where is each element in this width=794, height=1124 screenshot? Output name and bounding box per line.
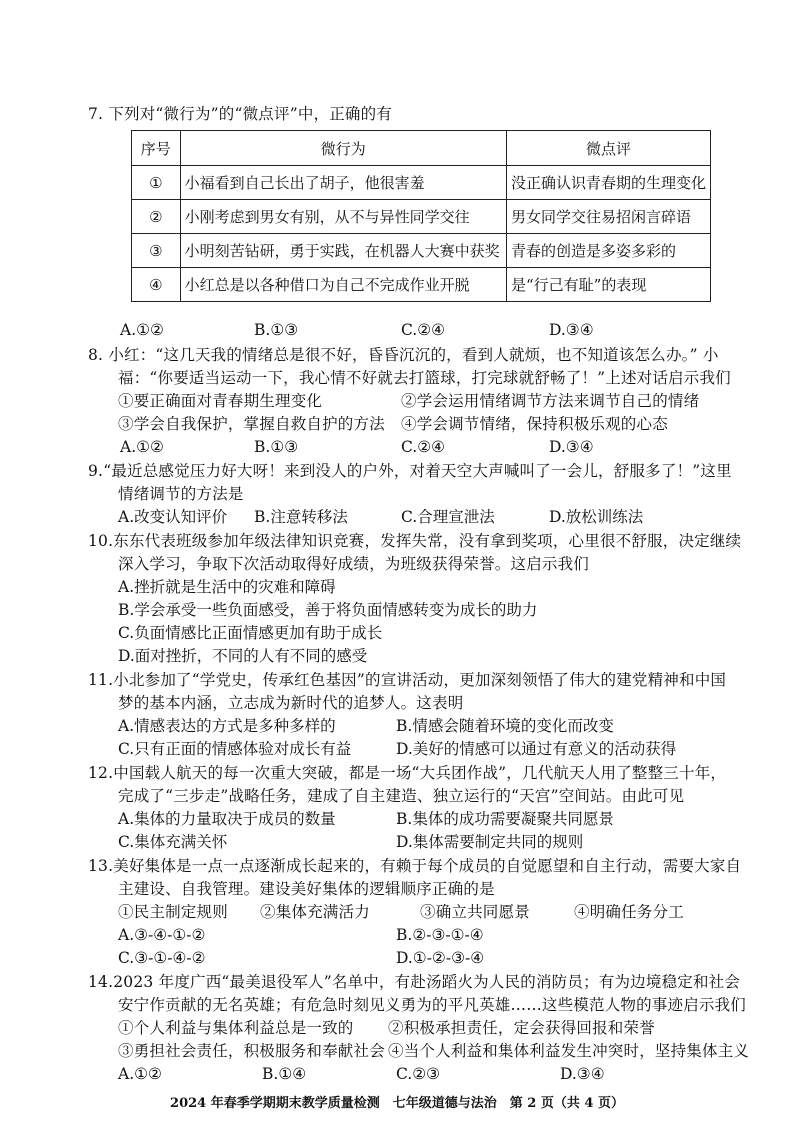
q7-header-no: 序号 [132, 131, 181, 166]
q10-option-c: C.负面情感比正面情感更加有助于成长 [118, 624, 383, 642]
q7-option-d: D.③④ [549, 321, 594, 339]
q12-option-c: C.集体充满关怀 [118, 833, 228, 851]
q14-statement-1: ①个人利益与集体利益总是一致的 [118, 1019, 354, 1037]
q13-option-b: B.②-③-①-④ [396, 926, 484, 944]
q13-line-1: 13.美好集体是一点一点逐渐成长起来的，有赖于每个成员的自觉愿望和自主行动，需要大家自 [88, 857, 742, 875]
q7-cell-comment: 没正确认识青春期的生理变化 [506, 166, 710, 200]
q7-table [131, 130, 711, 302]
q13-statement-1: ①民主制定规则 [118, 903, 228, 921]
q7-cell-comment: 男女同学交往易招闲言碎语 [506, 200, 710, 234]
q13-line-2: 主建设、自我管理。建设美好集体的逻辑顺序正确的是 [118, 880, 495, 898]
q8-option-c: C.②④ [401, 438, 446, 456]
q9-line-2: 情绪调节的方法是 [118, 485, 244, 503]
q14-line-1: 14.2023 年度广西“最美退役军人”名单中，有赴汤蹈火为人民的消防员；有为边境稳定和社会 [88, 973, 741, 991]
q7-header-behavior: 微行为 [180, 131, 506, 166]
q14-option-d: D.③④ [560, 1065, 605, 1083]
q8-statement-1: ①要正确面对青春期生理变化 [118, 392, 323, 410]
q10-option-a: A.挫折就是生活中的灾难和障碍 [118, 578, 336, 596]
q10-option-b: B.学会承受一些负面感受，善于将负面情感转变为成长的助力 [118, 601, 538, 619]
q13-statement-3: ③确立共同愿景 [420, 903, 530, 921]
q7-cell-behavior: 小明刻苦钻研，勇于实践，在机器人大赛中获奖 [180, 234, 506, 268]
q14-statement-2: ②积极承担责任，定会获得回报和荣誉 [388, 1019, 655, 1037]
q7-header-comment: 微点评 [506, 131, 710, 166]
q7-cell-no: ④ [132, 268, 181, 302]
q9-line-1: 9.“最近总感觉压力好大呀！来到没人的户外，对着天空大声喊叫了一会儿，舒服多了！”这里 [88, 462, 732, 480]
table-row [132, 200, 711, 234]
q11-option-d: D.美好的情感可以通过有意义的活动获得 [396, 740, 677, 758]
q8-line-1: 8. 小红：“这几天我的情绪总是很不好，昏昏沉沉的，看到人就烦，也不知道该怎么办。” 小 [88, 346, 719, 364]
q7-cell-no: ② [132, 200, 181, 234]
q8-statement-3: ③学会自我保护，掌握自救自护的方法 [118, 415, 385, 433]
q8-option-a: A.①② [120, 438, 164, 456]
q7-header-row [132, 131, 711, 166]
q12-option-a: A.集体的力量取决于成员的数量 [118, 810, 336, 828]
q7-cell-comment: 是“行己有耻”的表现 [506, 268, 710, 302]
q13-statement-2: ②集体充满活力 [260, 903, 370, 921]
q9-option-b: B.注意转移法 [254, 508, 348, 526]
q8-statement-2: ②学会运用情绪调节方法来调节自己的情绪 [401, 392, 700, 410]
q10-line-2: 深入学习，争取下次活动取得好成绩，为班级获得荣誉。这启示我们 [118, 555, 590, 573]
q10-option-d: D.面对挫折，不同的人有不同的感受 [118, 647, 368, 665]
q14-option-a: A.①② [118, 1065, 162, 1083]
q7-cell-behavior: 小红总是以各种借口为自己不完成作业开脱 [180, 268, 506, 302]
q8-option-b: B.①③ [254, 438, 299, 456]
q9-option-c: C.合理宣泄法 [401, 508, 495, 526]
q7-option-a: A.①② [120, 321, 164, 339]
table-row [132, 268, 711, 302]
q14-option-b: B.①④ [262, 1065, 307, 1083]
page-footer: 2024 年春季学期期末教学质量检测 七年级道德与法治 第 2 页（共 4 页） [170, 1096, 624, 1111]
table-row [132, 234, 711, 268]
q14-line-2: 安宁作贡献的无名英雄；有危急时刻见义勇为的平凡英雄……这些模范人物的事迹启示我们 [118, 996, 747, 1014]
q9-option-d: D.放松训练法 [549, 508, 644, 526]
table-row [132, 166, 711, 200]
q8-option-d: D.③④ [549, 438, 594, 456]
q7-cell-no: ③ [132, 234, 181, 268]
q7-cell-comment: 青春的创造是多姿多彩的 [506, 234, 710, 268]
q7-option-b: B.①③ [254, 321, 299, 339]
q13-option-a: A.③-④-①-② [118, 926, 206, 944]
q12-option-d: D.集体需要制定共同的规则 [396, 833, 584, 851]
q11-line-1: 11.小北参加了“学党史，传承红色基因”的宣讲活动，更加深刻领悟了伟大的建党精神和中国 [88, 671, 727, 689]
q12-option-b: B.集体的成功需要凝聚共同愿景 [396, 810, 614, 828]
q13-option-c: C.③-①-④-② [118, 949, 206, 967]
q13-option-d: D.①-②-③-④ [396, 949, 485, 967]
q8-line-2: 福：“你要适当运动一下，我心情不好就去打篮球，打完球就舒畅了！”上述对话启示我们 [118, 369, 731, 387]
q7-option-c: C.②④ [401, 321, 446, 339]
q11-option-b: B.情感会随着环境的变化而改变 [396, 717, 614, 735]
q7-cell-behavior: 小福看到自己长出了胡子，他很害羞 [180, 166, 506, 200]
q11-line-2: 梦的基本内涵，立志成为新时代的追梦人。这表明 [118, 694, 464, 712]
q9-option-a: A.改变认知评价 [118, 508, 228, 526]
q7-cell-behavior: 小刚考虑到男女有别，从不与异性同学交往 [180, 200, 506, 234]
q14-statement-3: ③勇担社会责任，积极服务和奉献社会 [118, 1042, 385, 1060]
q12-line-1: 12.中国载人航天的每一次重大突破，都是一场“大兵团作战”，几代航天人用了整整三十年， [88, 764, 727, 782]
q12-line-2: 完成了“三步走”战略任务，建成了自主建造、独立运行的“天宫”空间站。由此可见 [118, 787, 685, 805]
q11-option-a: A.情感表达的方式是多种多样的 [118, 717, 336, 735]
q14-statement-4: ④当个人利益和集体利益发生冲突时，坚持集体主义 [388, 1042, 750, 1060]
q7-cell-no: ① [132, 166, 181, 200]
q11-option-c: C.只有正面的情感体验对成长有益 [118, 740, 352, 758]
q10-line-1: 10.东东代表班级参加年级法律知识竞赛，发挥失常，没有拿到奖项，心里很不舒服，决定继续 [88, 532, 742, 550]
q7-stem: 7. 下列对“微行为”的“微点评”中，正确的有 [88, 105, 393, 123]
q13-statement-4: ④明确任务分工 [574, 903, 684, 921]
q8-statement-4: ④学会调节情绪，保持积极乐观的心态 [401, 415, 668, 433]
q14-option-c: C.②③ [396, 1065, 441, 1083]
